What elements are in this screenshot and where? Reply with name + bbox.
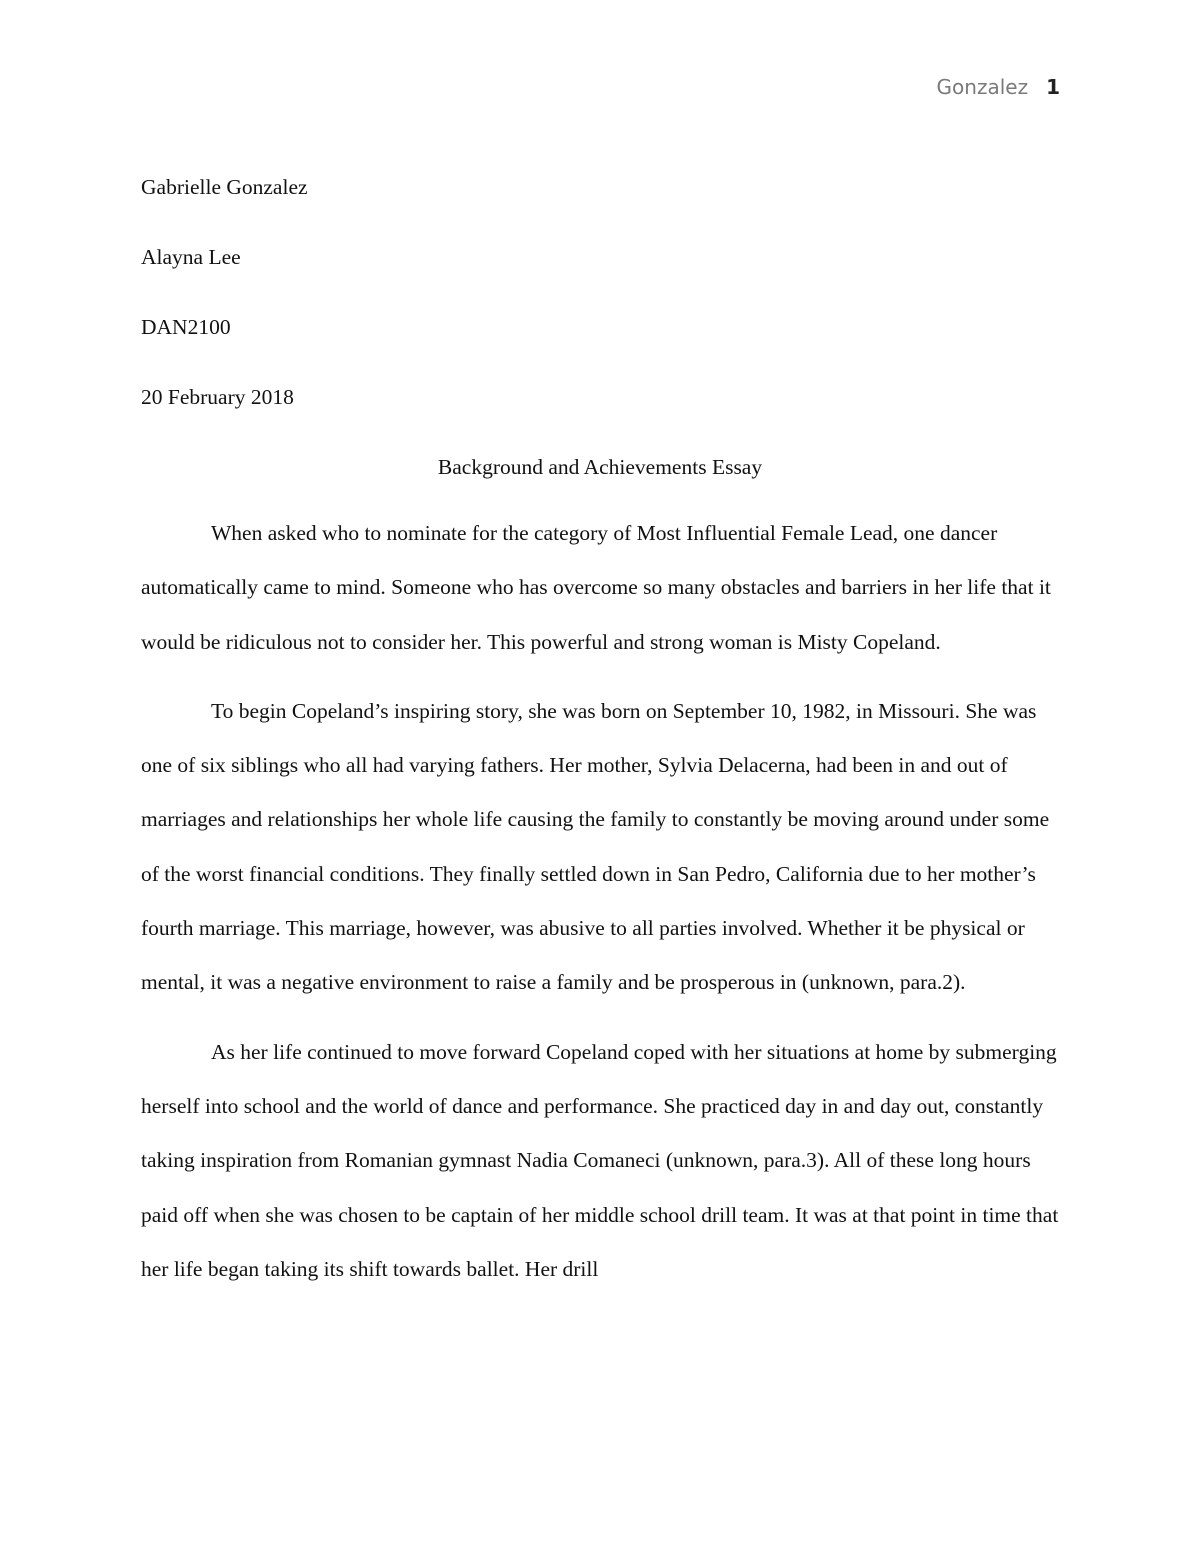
essay-body: [141, 170, 1061, 1296]
paragraph-3: As her life continued to move forward Copeland coped with her situations at home by submerging herself into school and the world of dance and performance. She practiced day in and day out, constantly taking inspiration from Romanian gymnast Nadia Comaneci (unknown, para.3). All of these long hours paid off when she was chosen to be captain of her middle school drill team. It was at that point in time that her life began taking its shift towards ballet. Her drill: [141, 1039, 1059, 1281]
essay-date: 20 February 2018: [141, 385, 294, 409]
page-number: 1: [1046, 75, 1060, 99]
running-header: [937, 72, 1060, 102]
running-head-surname: Gonzalez: [936, 75, 1029, 99]
instructor-name: Alayna Lee: [141, 245, 241, 269]
course-code: DAN2100: [141, 315, 231, 339]
paragraph-2: To begin Copeland’s inspiring story, she was born on September 10, 1982, in Missouri. She was one of six siblings who all had varying fathers. Her mother, Sylvia Delacerna, had been in and out of marriages and relationships her whole life causing the family to constantly be moving around under some of the worst financial conditions. They finally settled down in San Pedro, California due to her mother’s fourth marriage. This marriage, however, was abusive to all parties involved. Whether it be physical or mental, it was a negative environment to raise a family and be prosperous in (unknown, para.2).: [141, 698, 1050, 995]
essay-title: Background and Achievements Essay: [437, 455, 763, 479]
student-name: Gabrielle Gonzalez: [141, 175, 308, 199]
paragraph-1: When asked who to nominate for the category of Most Influential Female Lead, one dancer automatically came to mind. Someone who has overcome so many obstacles and barriers in her life that it would be ridiculous not to consider her. This powerful and strong woman is Misty Copeland.: [141, 521, 1051, 654]
